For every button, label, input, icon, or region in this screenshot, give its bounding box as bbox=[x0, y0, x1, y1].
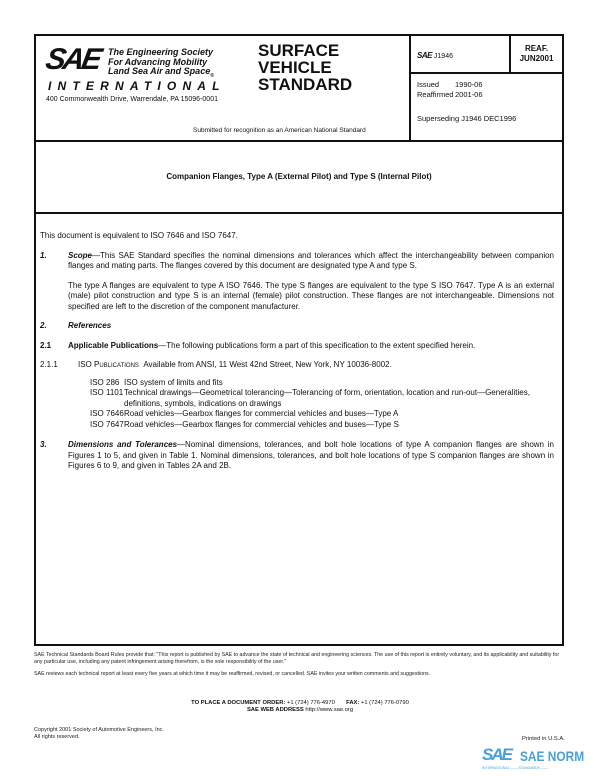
document-id-box bbox=[409, 36, 562, 140]
order-info: TO PLACE A DOCUMENT ORDER: +1 (724) 776-4970 FAX: +1 (724) 776-0790 SAE WEB ADDRESS http://www.sae.org bbox=[191, 700, 409, 713]
sae-logo: SAE bbox=[43, 43, 102, 76]
sae-logo-block bbox=[43, 43, 256, 103]
fax-number: +1 (724) 776-0790 bbox=[360, 700, 409, 706]
iso-reference-list bbox=[40, 378, 554, 431]
society-tagline: The Engineering Society For Advancing Mobility Land Sea Air and Space$_®$ bbox=[108, 47, 214, 79]
footer-notes bbox=[34, 652, 566, 678]
order-phone: +1 (724) 776-4970 bbox=[286, 700, 335, 706]
section-heading: Applicable Publications bbox=[68, 340, 159, 350]
printed-in: Printed in U.S.A. bbox=[522, 736, 565, 742]
intro-paragraph: This document is equivalent to ISO 7646 and ISO 7647. bbox=[40, 231, 238, 240]
review-note: SAE reviews each technical report at least every five years at which time it may be reaffirmed, revised, or cancelled. SAE invites your written comments and suggestions. bbox=[34, 671, 431, 677]
issue-dates bbox=[417, 80, 483, 100]
ansi-submission-note: Submitted for recognition as an American National Standard bbox=[193, 127, 366, 134]
policy-note: SAE Technical Standards Board Rules provide that: "This report is published by SAE to advance the state of technical and engineering sciences. The use of this report is entirely voluntary, and its applicability and suitability for any particular use, including any patent infringement arising therefrom, is the sole responsibility of the user." bbox=[34, 652, 560, 665]
reference-item: ISO 286 ISO system of limits and fits bbox=[90, 377, 223, 387]
section-1: 1. Scope—This SAE Standard specifies the nominal dimensions and tolerances which affect the interchangeability between companion flanges and mating parts. The flanges covered by this document are designated type A and type S. bbox=[40, 250, 554, 270]
reference-item: ISO 7646 Road vehicles—Gearbox flanges for commercial vehicles and buses—Type A bbox=[90, 409, 399, 418]
mini-sae-logo: SAE bbox=[417, 51, 432, 60]
scope-paragraph-2: The type A flanges are equivalent to type A ISO 7646. The type S flanges are equivalent to the type S ISO 7647. Type A is an external (male) pilot construction and type S is an internal (female) pilot construction. These flanges are not interchangeable. Dimensions not specified are left to the discretion of the component manufacturer. bbox=[68, 280, 554, 311]
reference-item: ISO 1101 Technical drawings—Geometrical tolerancing—Tolerancing of form, orientation, location and run-out—Generalities, definitions, symbols, indications on drawings bbox=[90, 388, 530, 408]
sae-watermark-logo-icon: SAE bbox=[482, 745, 511, 764]
section-3: 3. Dimensions and Tolerances—Nominal dimensions, tolerances, and bolt hole locations of type A companion flanges are shown in Figures 1 to 5, and given in Table 1. Nominal dimensions, tolerances, and bolt hole locations of type S companion flanges are shown in Figures 6 to 9, and given in Tables 2A and 2B. bbox=[40, 440, 554, 470]
web-address-link[interactable]: http://www.sae.org bbox=[305, 707, 354, 713]
section-2-1-1: 2.1.1 ISO Publications Available from ANSI, 11 West 42nd Street, New York, NY 10036-8002. bbox=[40, 360, 392, 369]
reaffirmation-cell: REAF. JUN2001 bbox=[511, 36, 562, 74]
section-heading: ISO Publications bbox=[78, 360, 139, 369]
document-body bbox=[40, 231, 554, 472]
doc-number: J1946 bbox=[433, 53, 453, 60]
section-2: 2. References bbox=[40, 321, 112, 330]
section-heading: Dimensions and Tolerances bbox=[68, 440, 178, 449]
watermark-text: SAE NORM bbox=[520, 748, 585, 764]
reference-item: ISO 7647 Road vehicles—Gearbox flanges for commercial vehicles and buses—Type S bbox=[90, 419, 399, 429]
section-heading: References bbox=[68, 321, 112, 330]
section-heading: Scope bbox=[68, 250, 93, 260]
sae-address: 400 Commonwealth Drive, Warrendale, PA 15096-0001 bbox=[46, 96, 218, 103]
standard-type: SURFACE VEHICLE STANDARD bbox=[258, 41, 353, 94]
document-title: Companion Flanges, Type A (External Pilot) and Type S (Internal Pilot) bbox=[36, 140, 562, 214]
document-header bbox=[36, 36, 562, 142]
copyright: Copyright 2001 Society of Automotive Engineers, Inc. All rights reserved. bbox=[34, 727, 164, 740]
superseding-note: Superseding J1946 DEC1996 bbox=[417, 114, 517, 123]
section-2-1: 2.1 Applicable Publications—The following publications form a part of this specification to the extent specified herein. bbox=[40, 340, 476, 350]
doc-number-cell bbox=[411, 36, 511, 74]
reaffirmed-row: Reaffirmed 2001-06 bbox=[417, 90, 483, 99]
international-wordmark: INTERNATIONAL bbox=[48, 79, 226, 93]
watermark-subtext: INTERNATIONAL —— STANDARDS —— bbox=[482, 766, 548, 770]
sae-norm-watermark bbox=[482, 745, 597, 773]
issued-row: Issued 1990-06 bbox=[417, 80, 483, 89]
